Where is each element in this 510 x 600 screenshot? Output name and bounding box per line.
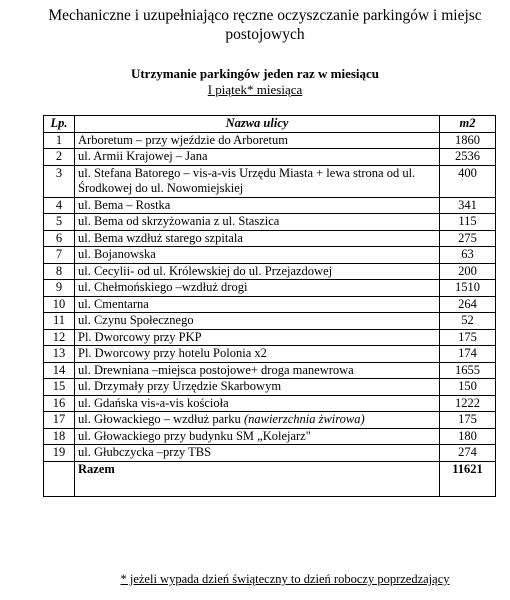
row-area-m2: 275	[440, 230, 496, 247]
table-row	[44, 428, 496, 445]
table-row	[44, 230, 496, 247]
street-name-text: Arboretum – przy wjeździe do Arboretum	[78, 132, 289, 147]
row-street-name	[75, 132, 440, 149]
row-area-m2: 63	[440, 247, 496, 264]
row-area-m2: 174	[440, 346, 496, 363]
row-area-m2: 274	[440, 445, 496, 462]
street-name-text: ul. Chełmońskiego –wzdłuż drogi	[78, 280, 248, 294]
row-street-name	[75, 412, 440, 429]
street-name-text: ul. Głubczycka –przy TBS	[78, 445, 212, 459]
row-street-name	[75, 346, 440, 363]
row-lp: 5	[44, 214, 75, 231]
row-street-name	[75, 445, 440, 462]
table-row	[44, 247, 496, 264]
header-m2: m2	[440, 116, 496, 133]
row-lp: 19	[44, 445, 75, 462]
row-lp: 10	[44, 296, 75, 313]
row-area-m2: 2536	[440, 149, 496, 166]
header-lp: Lp.	[44, 116, 75, 133]
row-lp: 15	[44, 379, 75, 396]
row-street-name	[75, 329, 440, 346]
table-row	[44, 362, 496, 379]
row-lp: 1	[44, 132, 75, 149]
street-name-text: ul. Głowackiego – wzdłuż parku	[78, 412, 241, 426]
table-row	[44, 445, 496, 462]
table-row	[44, 313, 496, 330]
street-name-text: ul. Drzymały przy Urzędzie Skarbowym	[78, 379, 282, 393]
table-header-row	[44, 116, 496, 133]
street-name-text: ul. Stefana Batorego – vis-a-vis Urzędu Miasta + lewa strona od ul. Środkowej do ul. Nowomiejskiej	[78, 165, 416, 195]
table-row	[44, 149, 496, 166]
table-row	[44, 165, 496, 197]
table-row	[44, 296, 496, 313]
row-street-name	[75, 263, 440, 280]
row-street-name	[75, 165, 440, 197]
street-name-text: ul. Armii Krajowej – Jana	[78, 149, 208, 163]
row-street-name	[75, 247, 440, 264]
header-name: Nazwa ulicy	[75, 116, 440, 133]
table-row	[44, 412, 496, 429]
table-row	[44, 395, 496, 412]
table-row	[44, 197, 496, 214]
row-street-name	[75, 362, 440, 379]
street-name-text: ul. Bema wzdłuż starego szpitala	[78, 230, 243, 245]
row-lp: 14	[44, 362, 75, 379]
row-area-m2: 341	[440, 197, 496, 214]
row-street-name	[75, 214, 440, 231]
footnote: * jeżeli wypada dzień świąteczny to dzień roboczy poprzedzający	[120, 572, 450, 586]
total-empty-cell	[44, 461, 75, 496]
row-street-name	[75, 313, 440, 330]
street-name-text: ul. Bema od skrzyżowania z ul. Staszica	[78, 214, 280, 228]
table-body	[44, 132, 496, 496]
total-value: 11621	[440, 461, 496, 496]
street-name-text: ul. Czynu Społecznego	[78, 313, 194, 327]
table-row	[44, 214, 496, 231]
row-lp: 13	[44, 346, 75, 363]
row-area-m2: 1222	[440, 395, 496, 412]
subtitle-heading: Utrzymanie parkingów jeden raz w miesiącu	[130, 66, 380, 81]
street-name-text: ul. Cmentarna	[78, 296, 149, 311]
row-area-m2: 1655	[440, 362, 496, 379]
row-area-m2: 52	[440, 313, 496, 330]
row-lp: 11	[44, 313, 75, 330]
street-name-text: ul. Bojanowska	[78, 247, 156, 261]
row-area-m2: 180	[440, 428, 496, 445]
street-name-text: ul. Cecylii- od ul. Królewskiej do ul. Przejazdowej	[78, 263, 333, 278]
row-lp: 7	[44, 247, 75, 264]
street-name-text: ul. Bema – Rostka	[78, 197, 171, 212]
subtitle-schedule: I piątek* miesiąca	[207, 82, 303, 97]
row-street-name	[75, 296, 440, 313]
table-row	[44, 280, 496, 297]
row-area-m2: 175	[440, 412, 496, 429]
row-area-m2: 115	[440, 214, 496, 231]
row-street-name	[75, 280, 440, 297]
table-row	[44, 263, 496, 280]
title-line-2: postojowych	[225, 26, 305, 43]
subtitle-block	[0, 66, 510, 98]
row-area-m2: 264	[440, 296, 496, 313]
row-area-m2: 175	[440, 329, 496, 346]
table-row	[44, 329, 496, 346]
row-street-name	[75, 428, 440, 445]
title-line-1: Mechaniczne i uzupełniająco ręczne oczyszczanie parkingów i miejsc	[48, 7, 482, 24]
parking-table	[43, 115, 496, 497]
row-street-name	[75, 149, 440, 166]
row-lp: 17	[44, 412, 75, 429]
row-lp: 6	[44, 230, 75, 247]
row-lp: 2	[44, 149, 75, 166]
street-name-text: ul. Głowackiego przy budynku SM „Kolejarz"	[78, 428, 311, 443]
row-lp: 8	[44, 263, 75, 280]
row-street-name	[75, 230, 440, 247]
row-street-name	[75, 379, 440, 396]
street-surface-note: (nawierzchnia żwirowa)	[243, 412, 365, 426]
total-label: Razem	[75, 461, 440, 496]
table-row	[44, 379, 496, 396]
row-lp: 12	[44, 329, 75, 346]
row-area-m2: 200	[440, 263, 496, 280]
table-row	[44, 346, 496, 363]
row-area-m2: 1510	[440, 280, 496, 297]
row-area-m2: 150	[440, 379, 496, 396]
table-row	[44, 132, 496, 149]
row-lp: 9	[44, 280, 75, 297]
street-name-text: Pl. Dworcowy przy PKP	[78, 329, 202, 344]
street-name-text: ul. Gdańska vis-a-vis kościoła	[78, 395, 229, 410]
row-area-m2: 400	[440, 165, 496, 197]
street-name-text: Pl. Dworcowy przy hotelu Polonia x2	[78, 346, 267, 360]
row-lp: 4	[44, 197, 75, 214]
row-lp: 16	[44, 395, 75, 412]
document-title	[0, 6, 510, 44]
row-street-name	[75, 197, 440, 214]
row-lp: 18	[44, 428, 75, 445]
street-name-text: ul. Drewniana –miejsca postojowe+ droga manewrowa	[78, 362, 354, 377]
row-area-m2: 1860	[440, 132, 496, 149]
row-street-name	[75, 395, 440, 412]
row-lp: 3	[44, 165, 75, 197]
total-row	[44, 461, 496, 496]
